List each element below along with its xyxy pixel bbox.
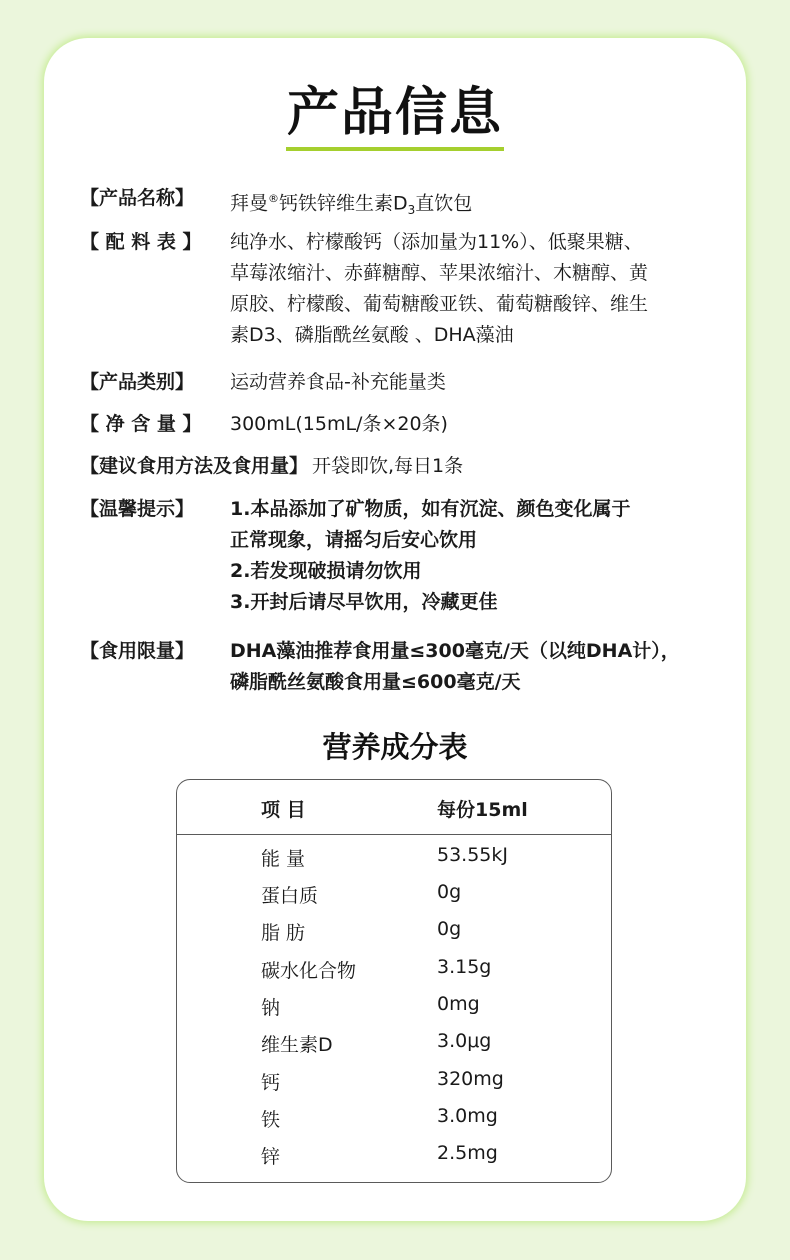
product-name-middle: 钙铁锌维生素D xyxy=(279,192,408,215)
ingredients-line: 纯净水、柠檬酸钙（添加量为11%）、低聚果糖、 xyxy=(230,231,643,253)
registered-mark: ® xyxy=(268,192,280,205)
row-value: 0g xyxy=(437,918,462,940)
product-name-label: 【产品名称】 xyxy=(80,187,195,209)
ingredients-line: 素D3、磷脂酰丝氨酸 、DHA藻油 xyxy=(230,324,514,346)
row-value: 3.15g xyxy=(437,956,492,978)
table-row xyxy=(177,1026,611,1063)
row-value: 53.55kJ xyxy=(437,844,508,866)
product-name-suffix: 直饮包 xyxy=(415,192,473,215)
nutrition-title: 营养成分表 xyxy=(322,730,468,764)
usage-label xyxy=(80,451,463,482)
category-label: 【产品类别】 xyxy=(80,371,195,393)
subscript-three: 3 xyxy=(407,203,416,218)
limit-value xyxy=(230,636,720,698)
ingredients-value xyxy=(230,227,710,351)
row-item: 钙 xyxy=(261,1072,281,1094)
table-row xyxy=(177,1101,611,1138)
product-name-value xyxy=(230,183,710,226)
row-value: 3.0mg xyxy=(437,1105,498,1127)
row-item: 蛋白质 xyxy=(261,885,319,907)
row-value: 320mg xyxy=(437,1068,504,1090)
header-item: 项 目 xyxy=(261,799,306,821)
row-item: 维生素D xyxy=(261,1034,333,1056)
tips-line: 2.若发现破损请勿饮用 xyxy=(230,560,422,582)
header-per-serving: 每份15ml xyxy=(437,799,528,821)
row-value: 0g xyxy=(437,881,462,903)
row-item: 钠 xyxy=(261,997,281,1019)
nutrition-table xyxy=(176,779,612,1183)
row-item: 能 量 xyxy=(261,848,306,870)
page-title: 产品信息 xyxy=(286,83,503,143)
row-value: 3.0μg xyxy=(437,1030,492,1052)
tips-line: 3.开封后请尽早饮用，冷藏更佳 xyxy=(230,591,498,613)
row-value: 2.5mg xyxy=(437,1142,498,1164)
row-item: 锌 xyxy=(261,1146,281,1168)
table-row xyxy=(177,952,611,989)
table-row xyxy=(177,914,611,951)
limit-label: 【食用限量】 xyxy=(80,640,195,662)
row-item: 碳水化合物 xyxy=(261,960,357,982)
tips-line: 1.本品添加了矿物质，如有沉淀、颜色变化属于 xyxy=(230,498,631,520)
row-value: 0mg xyxy=(437,993,480,1015)
table-row xyxy=(177,877,611,914)
table-row xyxy=(177,840,611,877)
tips-value xyxy=(230,494,710,618)
category-value: 运动营养食品-补充能量类 xyxy=(230,371,446,393)
ingredients-label: 【 配 料 表 】 xyxy=(80,231,202,253)
limit-line: DHA藻油推荐食用量≤300毫克/天（以纯DHA计）， xyxy=(230,640,680,662)
limit-line: 磷脂酰丝氨酸食用量≤600毫克/天 xyxy=(230,671,521,693)
ingredients-line: 原胶、柠檬酸、葡萄糖酸亚铁、葡萄糖酸锌、维生 xyxy=(230,293,649,315)
tips-label: 【温馨提示】 xyxy=(80,498,195,520)
table-row xyxy=(177,989,611,1026)
row-item: 脂 肪 xyxy=(261,922,306,944)
table-row xyxy=(177,1138,611,1175)
table-row xyxy=(177,1064,611,1101)
title-underline xyxy=(286,147,504,151)
net-content-value: 300mL(15mL/条×20条) xyxy=(230,413,448,435)
row-item: 铁 xyxy=(261,1109,281,1131)
net-content-label: 【 净 含 量 】 xyxy=(80,413,202,435)
nutrition-header xyxy=(177,780,611,835)
product-name-prefix: 拜曼 xyxy=(230,192,269,215)
ingredients-line: 草莓浓缩汁、赤藓糖醇、苹果浓缩汁、木糖醇、黄 xyxy=(230,262,649,284)
tips-line: 正常现象，请摇匀后安心饮用 xyxy=(230,529,478,551)
usage-value: 开袋即饮,每日1条 xyxy=(312,455,464,477)
usage-label-text: 【建议食用方法及食用量】 xyxy=(80,455,309,477)
